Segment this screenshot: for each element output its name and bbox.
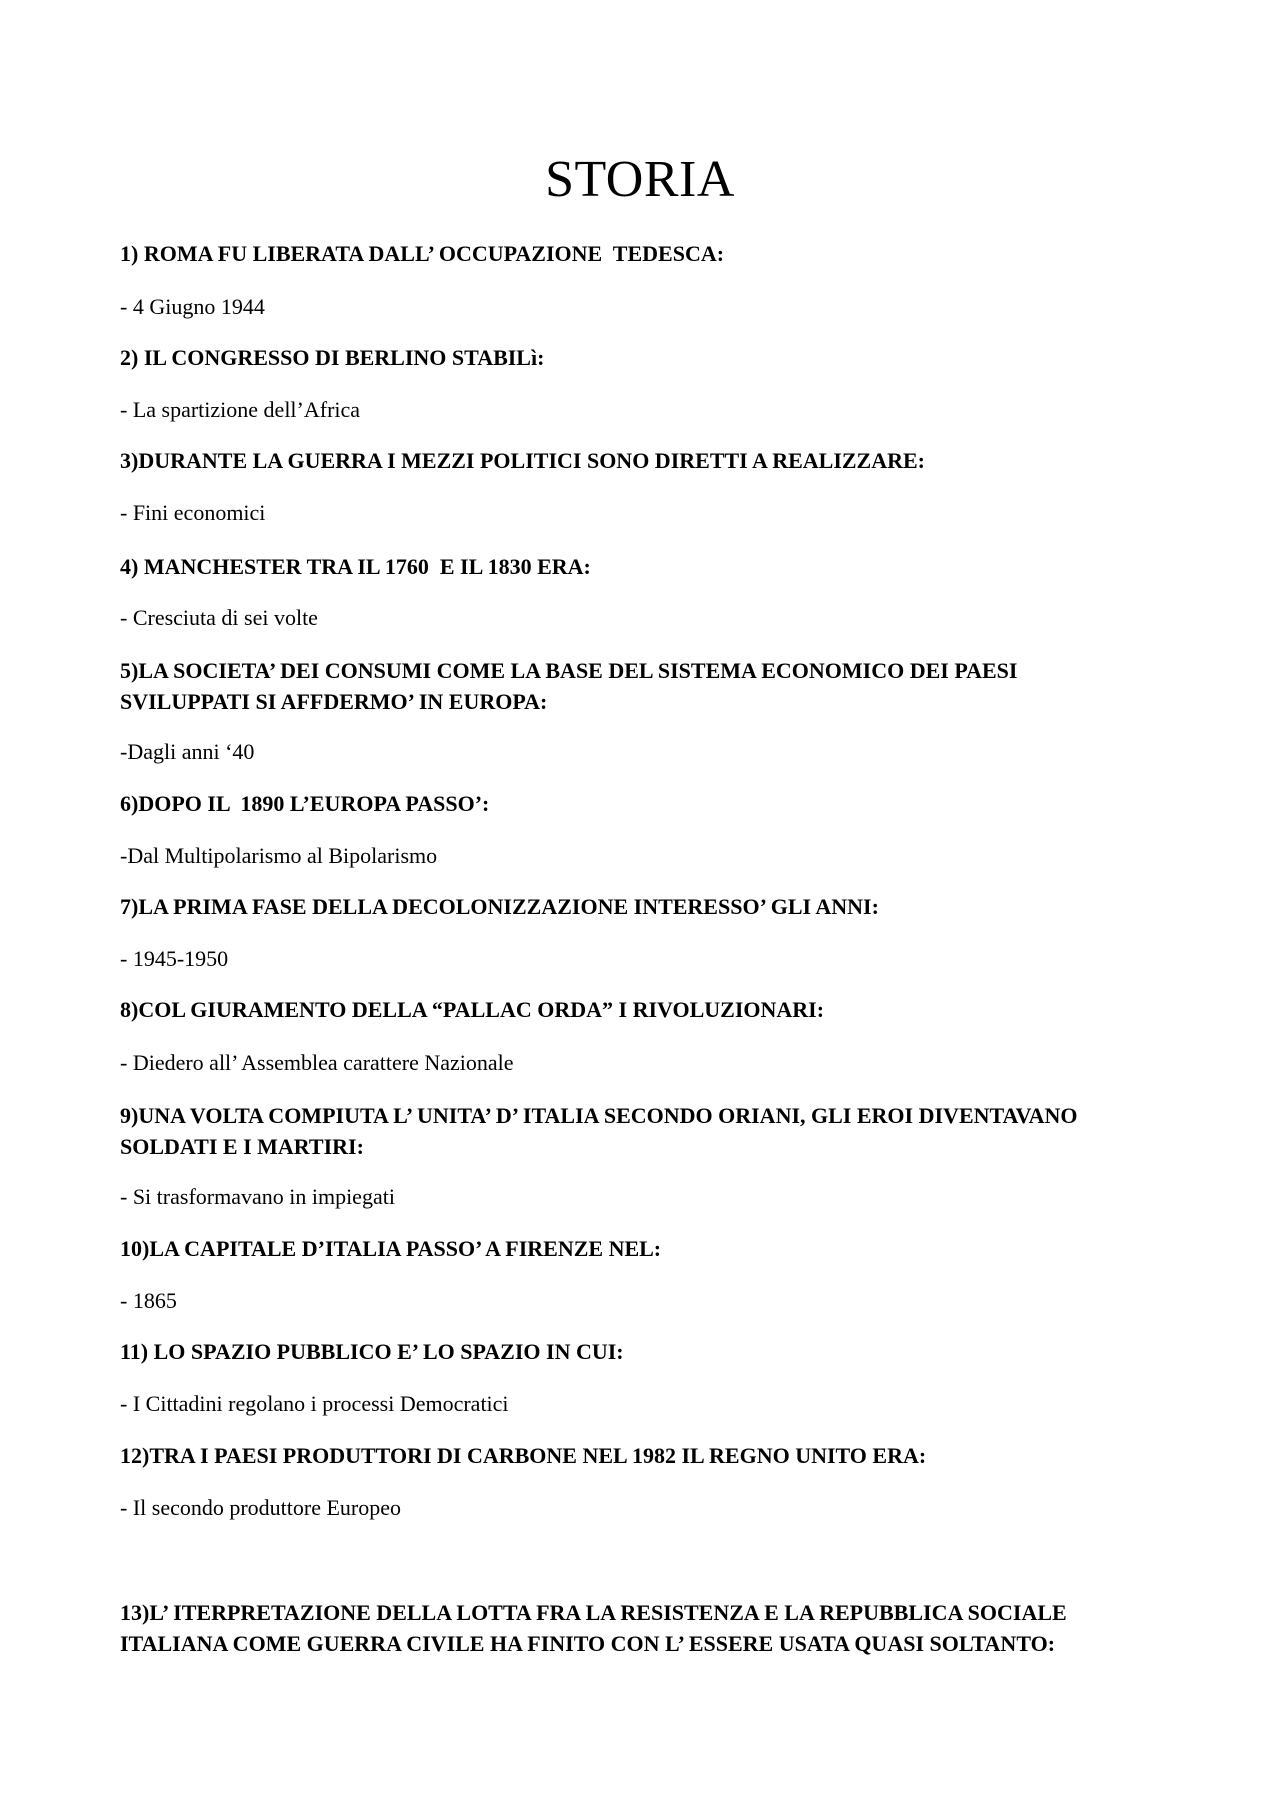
answer-6: -Dal Multipolarismo al Bipolarismo	[120, 843, 438, 868]
answer-8: - Diedero all’ Assemblea carattere Nazionale	[120, 1050, 514, 1075]
question-11: 11) LO SPAZIO PUBBLICO E’ LO SPAZIO IN CUI:	[120, 1339, 624, 1364]
answer-12: - Il secondo produttore Europeo	[120, 1495, 402, 1520]
question-2: 2) IL CONGRESSO DI BERLINO STABILì:	[120, 345, 545, 370]
question-9: 9)UNA VOLTA COMPIUTA L’ UNITA’ D’ ITALIA SECONDO ORIANI, GLI EROI DIVENTAVANO SOLDATI E I MARTIRI:	[120, 1103, 1078, 1159]
answer-9: - Si trasformavano in impiegati	[120, 1184, 395, 1209]
answer-4: - Cresciuta di sei volte	[120, 605, 318, 630]
question-6: 6)DOPO IL 1890 L’EUROPA PASSO’:	[120, 791, 490, 816]
answer-11: - I Cittadini regolano i processi Democratici	[120, 1391, 509, 1416]
question-4: 4) MANCHESTER TRA IL 1760 E IL 1830 ERA:	[120, 554, 591, 579]
answer-3: - Fini economici	[120, 500, 266, 525]
answer-7: - 1945-1950	[120, 946, 229, 971]
answer-2: - La spartizione dell’Africa	[120, 397, 361, 422]
question-3: 3)DURANTE LA GUERRA I MEZZI POLITICI SONO DIRETTI A REALIZZARE:	[120, 448, 925, 473]
question-10: 10)LA CAPITALE D’ITALIA PASSO’ A FIRENZE NEL:	[120, 1236, 662, 1261]
question-13: 13)L’ ITERPRETAZIONE DELLA LOTTA FRA LA RESISTENZA E LA REPUBBLICA SOCIALE ITALIANA COME GUERRA CIVILE HA FINITO CON L’ ESSERE USATA QUASI SOLTANTO:	[120, 1600, 1067, 1656]
question-1: 1) ROMA FU LIBERATA DALL’ OCCUPAZIONE TEDESCA:	[120, 241, 725, 266]
answer-10: - 1865	[120, 1288, 177, 1313]
question-8: 8)COL GIURAMENTO DELLA “PALLAC ORDA” I RIVOLUZIONARI:	[120, 997, 825, 1022]
answer-5: -Dagli anni ‘40	[120, 739, 255, 764]
answer-1: - 4 Giugno 1944	[120, 294, 265, 319]
question-5: 5)LA SOCIETA’ DEI CONSUMI COME LA BASE DEL SISTEMA ECONOMICO DEI PAESI SVILUPPATI SI AFFDERMO’ IN EUROPA:	[120, 658, 1018, 714]
page-title: STORIA	[545, 151, 735, 208]
question-7: 7)LA PRIMA FASE DELLA DECOLONIZZAZIONE INTERESSO’ GLI ANNI:	[120, 894, 879, 919]
question-12: 12)TRA I PAESI PRODUTTORI DI CARBONE NEL 1982 IL REGNO UNITO ERA:	[120, 1443, 927, 1468]
